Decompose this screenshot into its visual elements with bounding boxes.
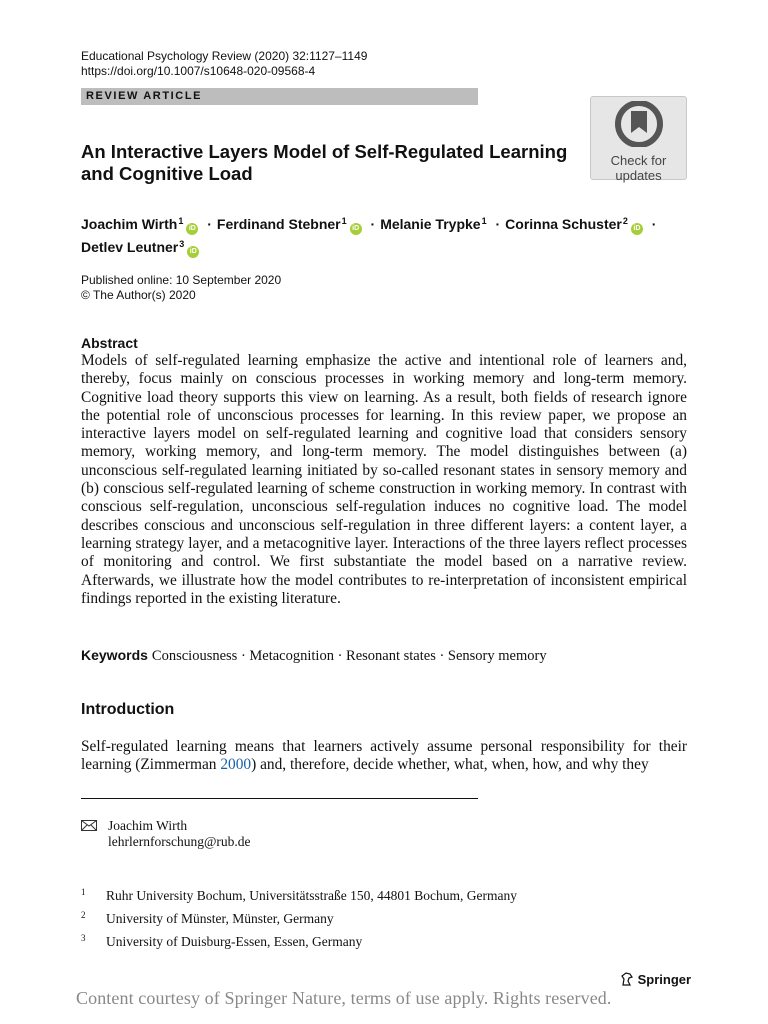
author-separator: · bbox=[207, 216, 212, 232]
affiliation-3 bbox=[81, 934, 362, 950]
badge-line-2: updates bbox=[615, 168, 662, 183]
correspondence bbox=[81, 818, 251, 850]
check-updates-icon bbox=[613, 101, 665, 147]
journal-header bbox=[81, 49, 367, 79]
keywords-list: Consciousness · Metacognition · Resonant states · Sensory memory bbox=[151, 648, 547, 664]
author-name[interactable]: Corinna Schuster bbox=[505, 216, 622, 232]
title-line-1: An Interactive Layers Model of Self-Regulated Learning bbox=[81, 141, 568, 162]
orcid-icon[interactable]: iD bbox=[631, 223, 643, 235]
orcid-icon[interactable]: iD bbox=[187, 246, 199, 258]
badge-line-1: Check for bbox=[610, 153, 667, 168]
intro-text-before: Self-regulated learning means that learners actively assume personal responsibility for their learning (Zimmerman bbox=[81, 738, 687, 774]
orcid-icon[interactable]: iD bbox=[186, 223, 198, 235]
copyright: © The Author(s) 2020 bbox=[81, 288, 196, 302]
publisher-logo bbox=[620, 972, 691, 987]
published-date: Published online: 10 September 2020 bbox=[81, 273, 282, 287]
author-name[interactable]: Detlev Leutner bbox=[81, 239, 179, 255]
author-affiliation-number: 1 bbox=[481, 216, 487, 226]
publisher-name: Springer bbox=[637, 972, 692, 987]
doi-link[interactable]: https://doi.org/10.1007/s10648-020-09568-4 bbox=[81, 64, 316, 78]
author-separator: · bbox=[495, 216, 501, 232]
introduction-heading: Introduction bbox=[81, 701, 175, 718]
affiliation-number: 2 bbox=[81, 910, 86, 920]
author-list bbox=[81, 212, 701, 258]
author-affiliation-number: 1 bbox=[341, 216, 347, 226]
affiliation-text: University of Duisburg-Essen, Essen, Germany bbox=[106, 934, 363, 949]
author-affiliation-number: 2 bbox=[622, 216, 628, 226]
affiliation-text: Ruhr University Bochum, Universitätsstraße 150, 44801 Bochum, Germany bbox=[106, 888, 517, 903]
orcid-icon[interactable]: iD bbox=[350, 223, 362, 235]
introduction-text bbox=[81, 738, 687, 775]
author-separator: · bbox=[651, 216, 657, 232]
title-line-2: and Cognitive Load bbox=[81, 163, 253, 184]
author-name[interactable]: Joachim Wirth bbox=[81, 216, 178, 232]
affiliation-number: 1 bbox=[81, 887, 86, 897]
author-affiliation-number: 1 bbox=[178, 216, 184, 226]
affiliation-1 bbox=[81, 888, 517, 904]
author-name[interactable]: Ferdinand Stebner bbox=[216, 216, 341, 232]
envelope-icon bbox=[81, 820, 97, 831]
affiliation-2 bbox=[81, 911, 334, 927]
affiliation-number: 3 bbox=[81, 933, 86, 943]
check-for-updates-badge[interactable] bbox=[590, 96, 687, 183]
article-title bbox=[81, 141, 591, 185]
citation-link[interactable]: 2000 bbox=[220, 756, 252, 774]
abstract-heading: Abstract bbox=[81, 335, 138, 351]
footnote-divider bbox=[81, 798, 478, 799]
springer-horse-icon bbox=[620, 972, 634, 986]
journal-citation: Educational Psychology Review (2020) 32:1127–1149 bbox=[81, 49, 368, 63]
corresponding-author: Joachim Wirth bbox=[108, 818, 188, 833]
footer-notice: Content courtesy of Springer Nature, terms of use apply. Rights reserved. bbox=[76, 988, 612, 1008]
article-type-bar: REVIEW ARTICLE bbox=[81, 88, 478, 105]
author-affiliation-number: 3 bbox=[179, 239, 185, 249]
affiliation-text: University of Münster, Münster, Germany bbox=[106, 911, 334, 926]
intro-text-after: ) and, therefore, decide whether, what, when, how, and why they bbox=[251, 756, 649, 774]
abstract-text: Models of self-regulated learning emphasize the active and intentional role of learners and, thereby, focus mainly on conscious processes in working memory and long-term memory. Cognitive load theory supports this view on learning. As a result, both fields of research ignore the potential role of unconscious processes for learning. In this review paper, we propose an interactive layers model on self-regulated learning and cognitive load that considers sensory memory, working memory, and long-term memory. The model distinguishes between (a) unconscious self-regulated learning initiated by so-called resonant states in sensory memory and (b) conscious self-regulated learning of scheme construction in working memory. In contrast with conscious self-regulation, unconscious self-regulation induces no cognitive load. The model describes conscious and unconscious self-regulation in three different layers: a content layer, a learning strategy layer, and a metacognitive layer. Interactions of the three layers reflect processes of monitoring and control. We first substantiate the model based on a narrative review. Afterwards, we illustrate how the model contributes to re-interpretation of inconsistent empirical findings reported in the existing literature. bbox=[81, 352, 687, 607]
author-name[interactable]: Melanie Trypke bbox=[380, 216, 481, 232]
keywords-label: Keywords bbox=[81, 647, 148, 663]
corresponding-email[interactable]: lehrlernforschung@rub.de bbox=[108, 834, 251, 849]
keywords bbox=[81, 647, 547, 665]
author-separator: · bbox=[370, 216, 376, 232]
publication-info bbox=[81, 273, 281, 303]
